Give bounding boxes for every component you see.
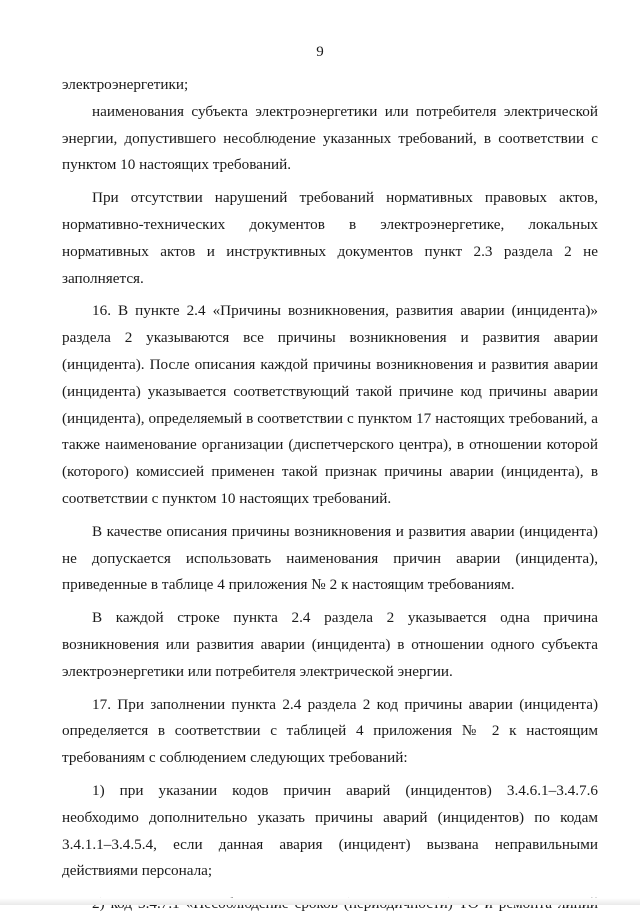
paragraph-clause-17: 17. При заполнении пункта 2.4 раздела 2 код причины аварии (инцидента) определяется в соответствии с таблицей 4 приложения № 2 к настоящим требованиям с соблюдением следующих требований: (62, 695, 598, 767)
document-body (62, 72, 598, 918)
scan-edge (0, 898, 640, 905)
paragraph-continuation: электроэнергетики; (62, 76, 189, 93)
paragraph-cause-description: В качестве описания причины возникновения и развития аварии (инцидента) не допускается использовать наименования причин аварии (инцидента), приведенные в таблице 4 приложения № 2 к настоящим требованиям. (62, 522, 598, 594)
paragraph-no-violations: При отсутствии нарушений требований нормативных правовых актов, нормативно-технических документов в электроэнергетике, локальных нормативных актов и инструктивных документов пункт 2.3 раздела 2 не заполняется. (62, 189, 598, 287)
paragraph-subject-name: наименования субъекта электроэнергетики или потребителя электрической энергии, допустившего несоблюдение указанных требований, в соответствии с пунктом 10 настоящих требований. (62, 102, 598, 174)
paragraph-each-row: В каждой строке пункта 2.4 раздела 2 указывается одна причина возникновения или развития аварии (инцидента) в отношении одного субъекта электроэнергетики или потребителя электрической энергии. (62, 609, 598, 680)
list-item-1: 1) при указании кодов причин аварий (инцидентов) 3.4.6.1–3.4.7.6 необходимо дополнительно указать причины аварий (инцидентов) по кодам 3.4.1.1–3.4.5.4, если данная авария (инцидент) вызвана неправильными действиями персонала; (62, 781, 598, 880)
paragraph-clause-16: 16. В пункте 2.4 «Причины возникновения, развития аварии (инцидента)» раздела 2 указываются все причины возникновения и развития аварии (инцидента). После описания каждой причины возникновения и развития аварии (инцидента) указывается соответствующий такой причине код причины аварии (инцидента), определяемый в соответствии с пунктом 17 настоящих требований, а также наименование организации (диспетчерского центра), в отношении которой (которого) комиссией применен такой признак причины аварии (инцидента), в соответствии с пунктом 10 настоящих требований. (62, 302, 598, 507)
page-number: 9 (316, 44, 324, 60)
